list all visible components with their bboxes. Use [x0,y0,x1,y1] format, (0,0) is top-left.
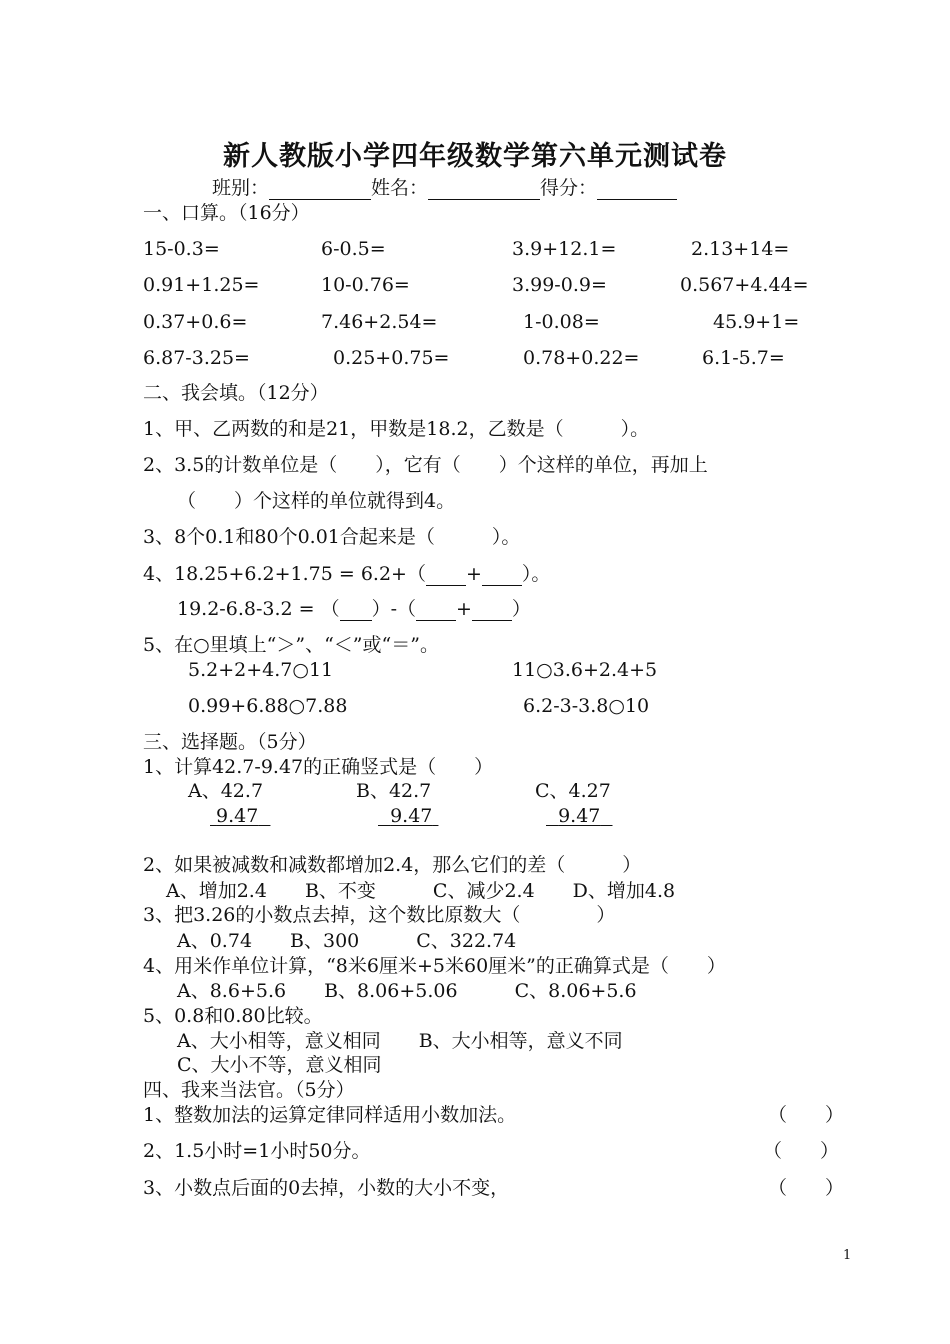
fill-question-1: 1、甲、乙两数的和是21，甲数是18.2，乙数是（ ）。 [143,418,650,440]
choice-option: C、4.27 [535,780,611,802]
vertical-calc-lower [210,804,270,828]
fill-question-2: 2、3.5的计数单位是（ ），它有（ ）个这样的单位，再加上 [143,454,708,476]
student-info-line [212,176,677,200]
answer-blank [340,600,372,621]
subtrahend: 9.47 [390,805,433,827]
judge-paren: （ ） [768,1104,845,1126]
calc-item: 6-0.5= [321,238,386,260]
choice-options-5a: A、大小相等，意义相同 B、大小相等，意义不同 [177,1030,623,1052]
compare-item: 6.2-3-3.8○10 [523,695,650,717]
calc-item: 0.91+1.25= [143,274,260,296]
judge-paren: （ ） [763,1140,840,1162]
class-label: 班别： [212,177,270,199]
fill-question-2-cont: （ ）个这样的单位就得到4。 [177,490,456,512]
answer-blank [416,600,456,621]
score-blank [597,179,677,200]
choice-option: A、42.7 [188,780,264,802]
compare-item: 5.2+2+4.7○11 [188,659,334,681]
calc-item: 6.1-5.7= [702,347,785,369]
q4b-text: 19.2-6.8-3.2 = （ [177,598,340,620]
calc-item: 6.87-3.25= [143,347,250,369]
q4a-text: 4、18.25+6.2+1.75 = 6.2+（ [143,563,426,585]
calc-item: 15-0.3= [143,238,220,260]
score-label: 得分： [540,177,598,199]
calc-item: 3.99-0.9= [512,274,607,296]
plus-sign: + [456,598,472,620]
calc-item: 0.567+4.44= [680,274,809,296]
vertical-calc-lower [546,804,613,828]
answer-blank [482,565,522,586]
choice-question-3: 3、把3.26的小数点去掉，这个数比原数大（ ） [143,904,616,926]
section3-heading: 三、选择题。（5分） [143,731,317,753]
answer-blank [472,600,512,621]
calc-item: 0.37+0.6= [143,311,248,333]
section1-heading: 一、口算。（16分） [143,202,310,224]
choice-question-5: 5、0.8和0.80比较。 [143,1005,323,1027]
answer-blank [426,565,466,586]
page-title: 新人教版小学四年级数学第六单元测试卷 [223,141,727,172]
choice-question-1: 1、计算42.7-9.47的正确竖式是（ ） [143,756,494,778]
vertical-calc-lower [378,804,438,828]
compare-item: 11○3.6+2.4+5 [512,659,658,681]
section4-heading: 四、我来当法官。（5分） [143,1079,355,1101]
judge-paren: （ ） [768,1177,845,1199]
calc-item: 2.13+14= [691,238,790,260]
judge-item: 2、1.5小时=1小时50分。 [143,1140,371,1162]
name-label: 姓名： [371,177,429,199]
choice-option: B、42.7 [356,780,432,802]
choice-question-4: 4、用米作单位计算，“8米6厘米+5米60厘米”的正确算式是（ ） [143,955,726,977]
calc-item: 10-0.76= [321,274,410,296]
q4b-mid: ）-（ [371,598,416,620]
fill-question-4a [143,562,550,586]
judge-item: 3、小数点后面的0去掉，小数的大小不变， [143,1177,510,1199]
q4b-end: ） [511,598,531,620]
choice-options-5b: C、大小不等，意义相同 [177,1054,382,1076]
compare-item: 0.99+6.88○7.88 [188,695,348,717]
calc-item: 0.78+0.22= [523,347,640,369]
page-number: 1 [843,1248,852,1263]
class-blank [269,179,371,200]
calc-item: 45.9+1= [713,311,800,333]
choice-options-3: A、0.74 B、300 C、322.74 [177,930,517,952]
plus-sign: + [465,563,482,585]
choice-question-2: 2、如果被减数和减数都增加2.4，那么它们的差（ ） [143,854,642,876]
fill-question-4b [177,597,531,621]
subtrahend: 9.47 [216,805,259,827]
judge-item: 1、整数加法的运算定律同样适用小数加法。 [143,1104,517,1126]
fill-question-3: 3、8个0.1和80个0.01合起来是（ ）。 [143,526,521,548]
q4a-end: ）。 [521,563,551,585]
calc-item: 1-0.08= [523,311,600,333]
section2-heading: 二、我会填。（12分） [143,382,329,404]
calc-item: 3.9+12.1= [512,238,617,260]
subtrahend: 9.47 [558,805,601,827]
fill-question-5: 5、在○里填上“＞”、“＜”或“＝”。 [143,634,439,656]
calc-item: 7.46+2.54= [321,311,438,333]
name-blank [428,179,540,200]
choice-options-4: A、8.6+5.6 B、8.06+5.06 C、8.06+5.6 [177,980,637,1002]
choice-options-2: A、增加2.4 B、不变 C、减少2.4 D、增加4.8 [166,880,676,902]
calc-item: 0.25+0.75= [333,347,450,369]
